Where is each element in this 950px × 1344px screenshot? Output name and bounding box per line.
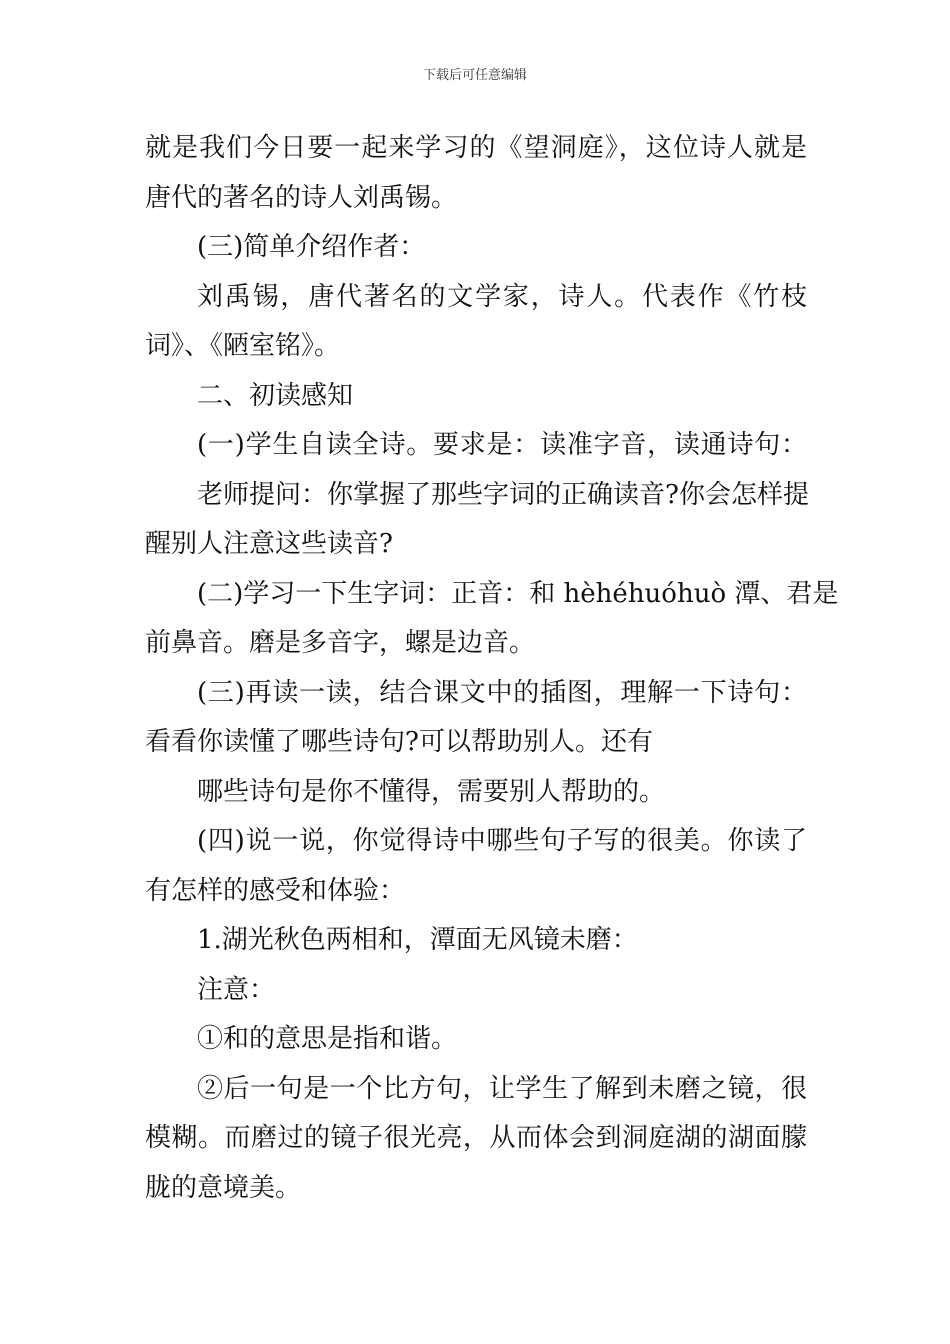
- text-line: 醒别人注意这些读音?: [145, 529, 393, 559]
- text-line: 刘禹锡，唐代著名的文学家，诗人。代表作《竹枝: [197, 281, 807, 312]
- text-line: 唐代的著名的诗人刘禹锡。: [145, 182, 458, 213]
- document-body: [145, 124, 839, 1213]
- text-line: 就是我们今日要一起来学习的《望洞庭》，这位诗人就是: [145, 133, 807, 163]
- text-line: 胧的意境美。: [145, 1172, 302, 1203]
- text-line: 有怎样的感受和体验：: [145, 875, 406, 906]
- text-line: ①和的意思是指和谐。: [197, 1024, 458, 1054]
- text-line: 二、初读感知: [197, 380, 354, 411]
- text-line: (一)学生自读全诗。要求是：读准字音，读通诗句：: [197, 430, 807, 460]
- text-line: (四)说一说，你觉得诗中哪些句子写的很美。你读了: [197, 826, 807, 856]
- text-line: ②后一句是一个比方句，让学生了解到未磨之镜，很: [197, 1073, 807, 1104]
- text-line: (二)学习一下生字词：正音：和 hèhéhuóhuò 潭、君是: [197, 578, 839, 609]
- text-line: 前鼻音。磨是多音字，螺是边音。: [145, 628, 536, 658]
- text-line: (三)简单介绍作者：: [197, 232, 426, 262]
- text-line: (三)再读一读，结合课文中的插图，理解一下诗句：: [197, 677, 807, 708]
- page-header: 下载后可任意编辑: [422, 68, 527, 83]
- text-line: 词》、《陋室铭》。: [145, 331, 341, 361]
- text-line: 老师提问：你掌握了那些字词的正确读音?你会怎样提: [197, 479, 809, 510]
- text-line: 哪些诗句是你不懂得，需要别人帮助的。: [197, 776, 666, 807]
- text-line: 注意：: [197, 974, 276, 1005]
- text-line: 模糊。而磨过的镜子很光亮，从而体会到洞庭湖的湖面朦: [145, 1123, 807, 1153]
- text-line: 看看你读懂了哪些诗句?可以帮助别人。还有: [145, 727, 653, 757]
- text-line: 1.湖光秋色两相和，潭面无风镜未磨：: [197, 925, 638, 955]
